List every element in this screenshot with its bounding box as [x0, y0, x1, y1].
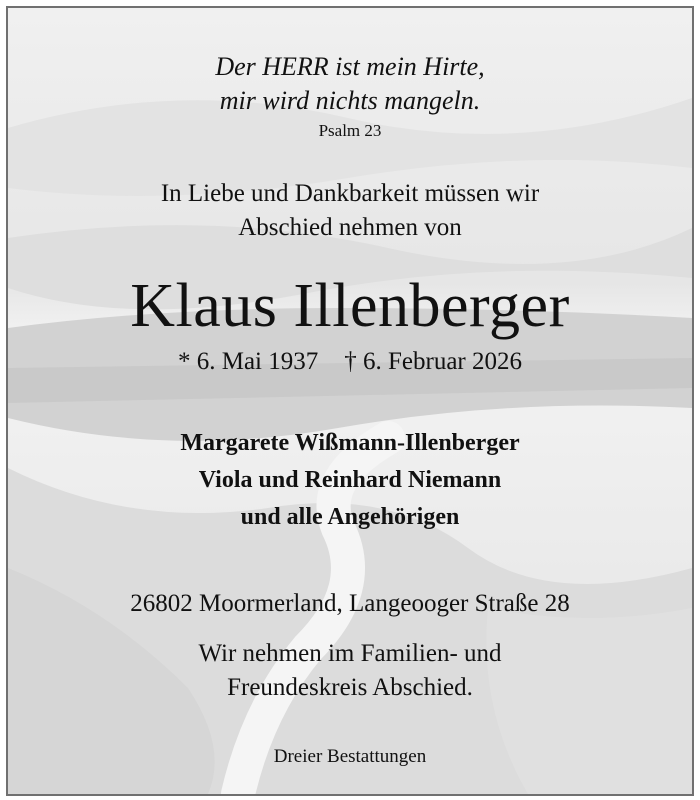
intro-line-1: In Liebe und Dankbarkeit müssen wir	[160, 180, 540, 207]
farewell-line-2: Freundeskreis Abschied.	[227, 674, 473, 701]
address: 26802 Moormerland, Langeooger Straße 28	[130, 590, 570, 617]
intro-line-2: Abschied nehmen von	[238, 214, 462, 241]
mourner-line-2: Viola und Reinhard Niemann	[198, 467, 502, 493]
birth-date: * 6. Mai 1937	[177, 348, 319, 375]
verse-source: Psalm 23	[318, 121, 382, 140]
deceased-name: Klaus Illenberger	[130, 272, 570, 340]
verse-line-2: mir wird nichts mangeln.	[219, 86, 481, 115]
life-dates	[8, 348, 692, 376]
mourner-line-3: und alle Angehörigen	[240, 504, 460, 530]
undertaker: Dreier Bestattungen	[273, 746, 427, 767]
notice-text	[8, 8, 692, 794]
farewell-line-1: Wir nehmen im Familien- und	[198, 640, 502, 667]
death-date: † 6. Februar 2026	[344, 348, 523, 375]
mourner-line-1: Margarete Wißmann-Illenberger	[180, 430, 520, 456]
obituary-notice	[6, 6, 694, 796]
verse-line-1: Der HERR ist mein Hirte,	[215, 52, 485, 81]
